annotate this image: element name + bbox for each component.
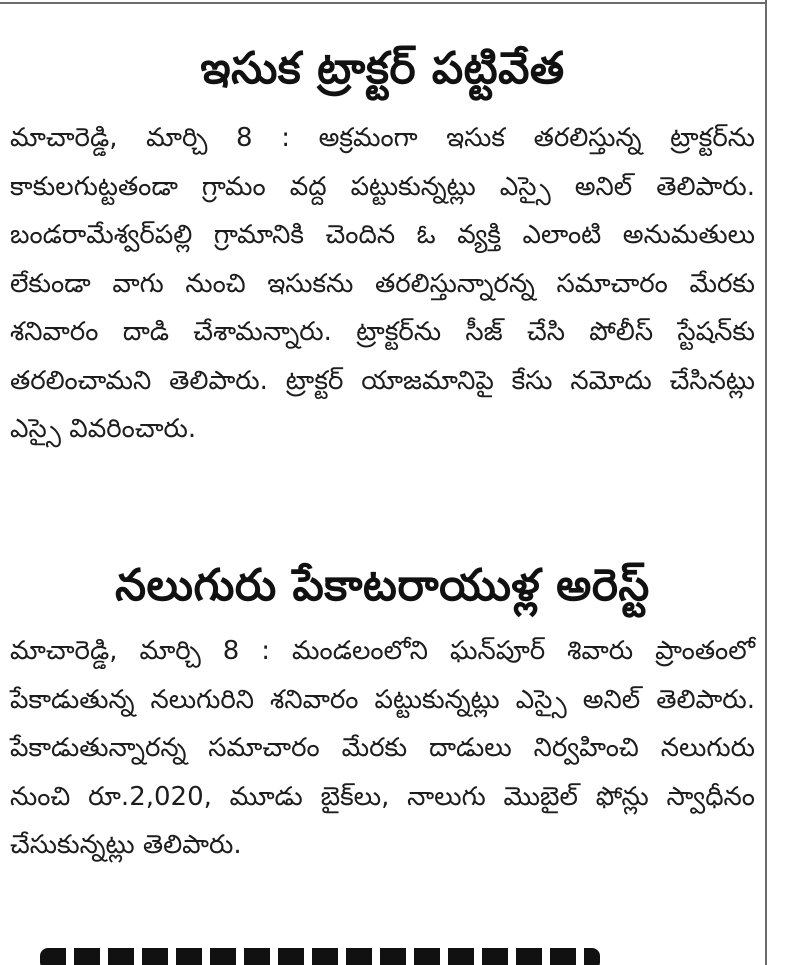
article-2-body: మాచారెడ్డి, మార్చి 8 : మండలంలోని ఘన్‌పూర్ శివారు ప్రాంతంలో పేకాడుతున్న నలుగురిని శనివారం పట్టుకున్నట్లు ఎస్సై అనిల్ తెలిపారు. పేకాడుతున్నారన్న సమాచారం మేరకు దాడులు నిర్వహించి నలుగురు నుంచి రూ.2,020, మూడు బైక్‌లు, నాలుగు మొబైల్ ఫోన్లు స్వాధీనం చేసుకున్నట్లు తెలిపారు. [10,636,755,860]
column-divider-rule [765,0,767,965]
top-border-rule [0,2,765,4]
article-3-headline-cropped [10,928,755,965]
cropped-headline-glyphs [40,948,600,965]
article-1-headline: ఇసుక ట్రాక్టర్ పట్టివేత [200,43,565,94]
article-1-body: మాచారెడ్డి, మార్చి 8 : అక్రమంగా ఇసుక తరలిస్తున్న ట్రాక్టర్‌ను కాకులగుట్టతండా గ్రామం వద్ద పట్టుకున్నట్లు ఎస్సై అనిల్ తెలిపారు. బండరామేశ్వర్‌పల్లి గ్రామానికి చెందిన ఓ వ్యక్తి ఎలాంటి అనుమతులు లేకుండా వాగు నుంచి ఇసుకను తరలిస్తున్నారన్న సమాచారం మేరకు శనివారం దాడి చేశామన్నారు. ట్రాక్టర్‌ను సీజ్ చేసి పోలీస్ స్టేషన్‌కు తరలించామని తెలిపారు. ట్రాక్టర్ యాజమానిపై కేసు నమోదు చేసినట్లు ఎస్సై వివరించారు. [10,123,755,444]
article-2-headline: నలుగురు పేకాటరాయుళ్ల అరెస్ట్ [115,560,650,611]
